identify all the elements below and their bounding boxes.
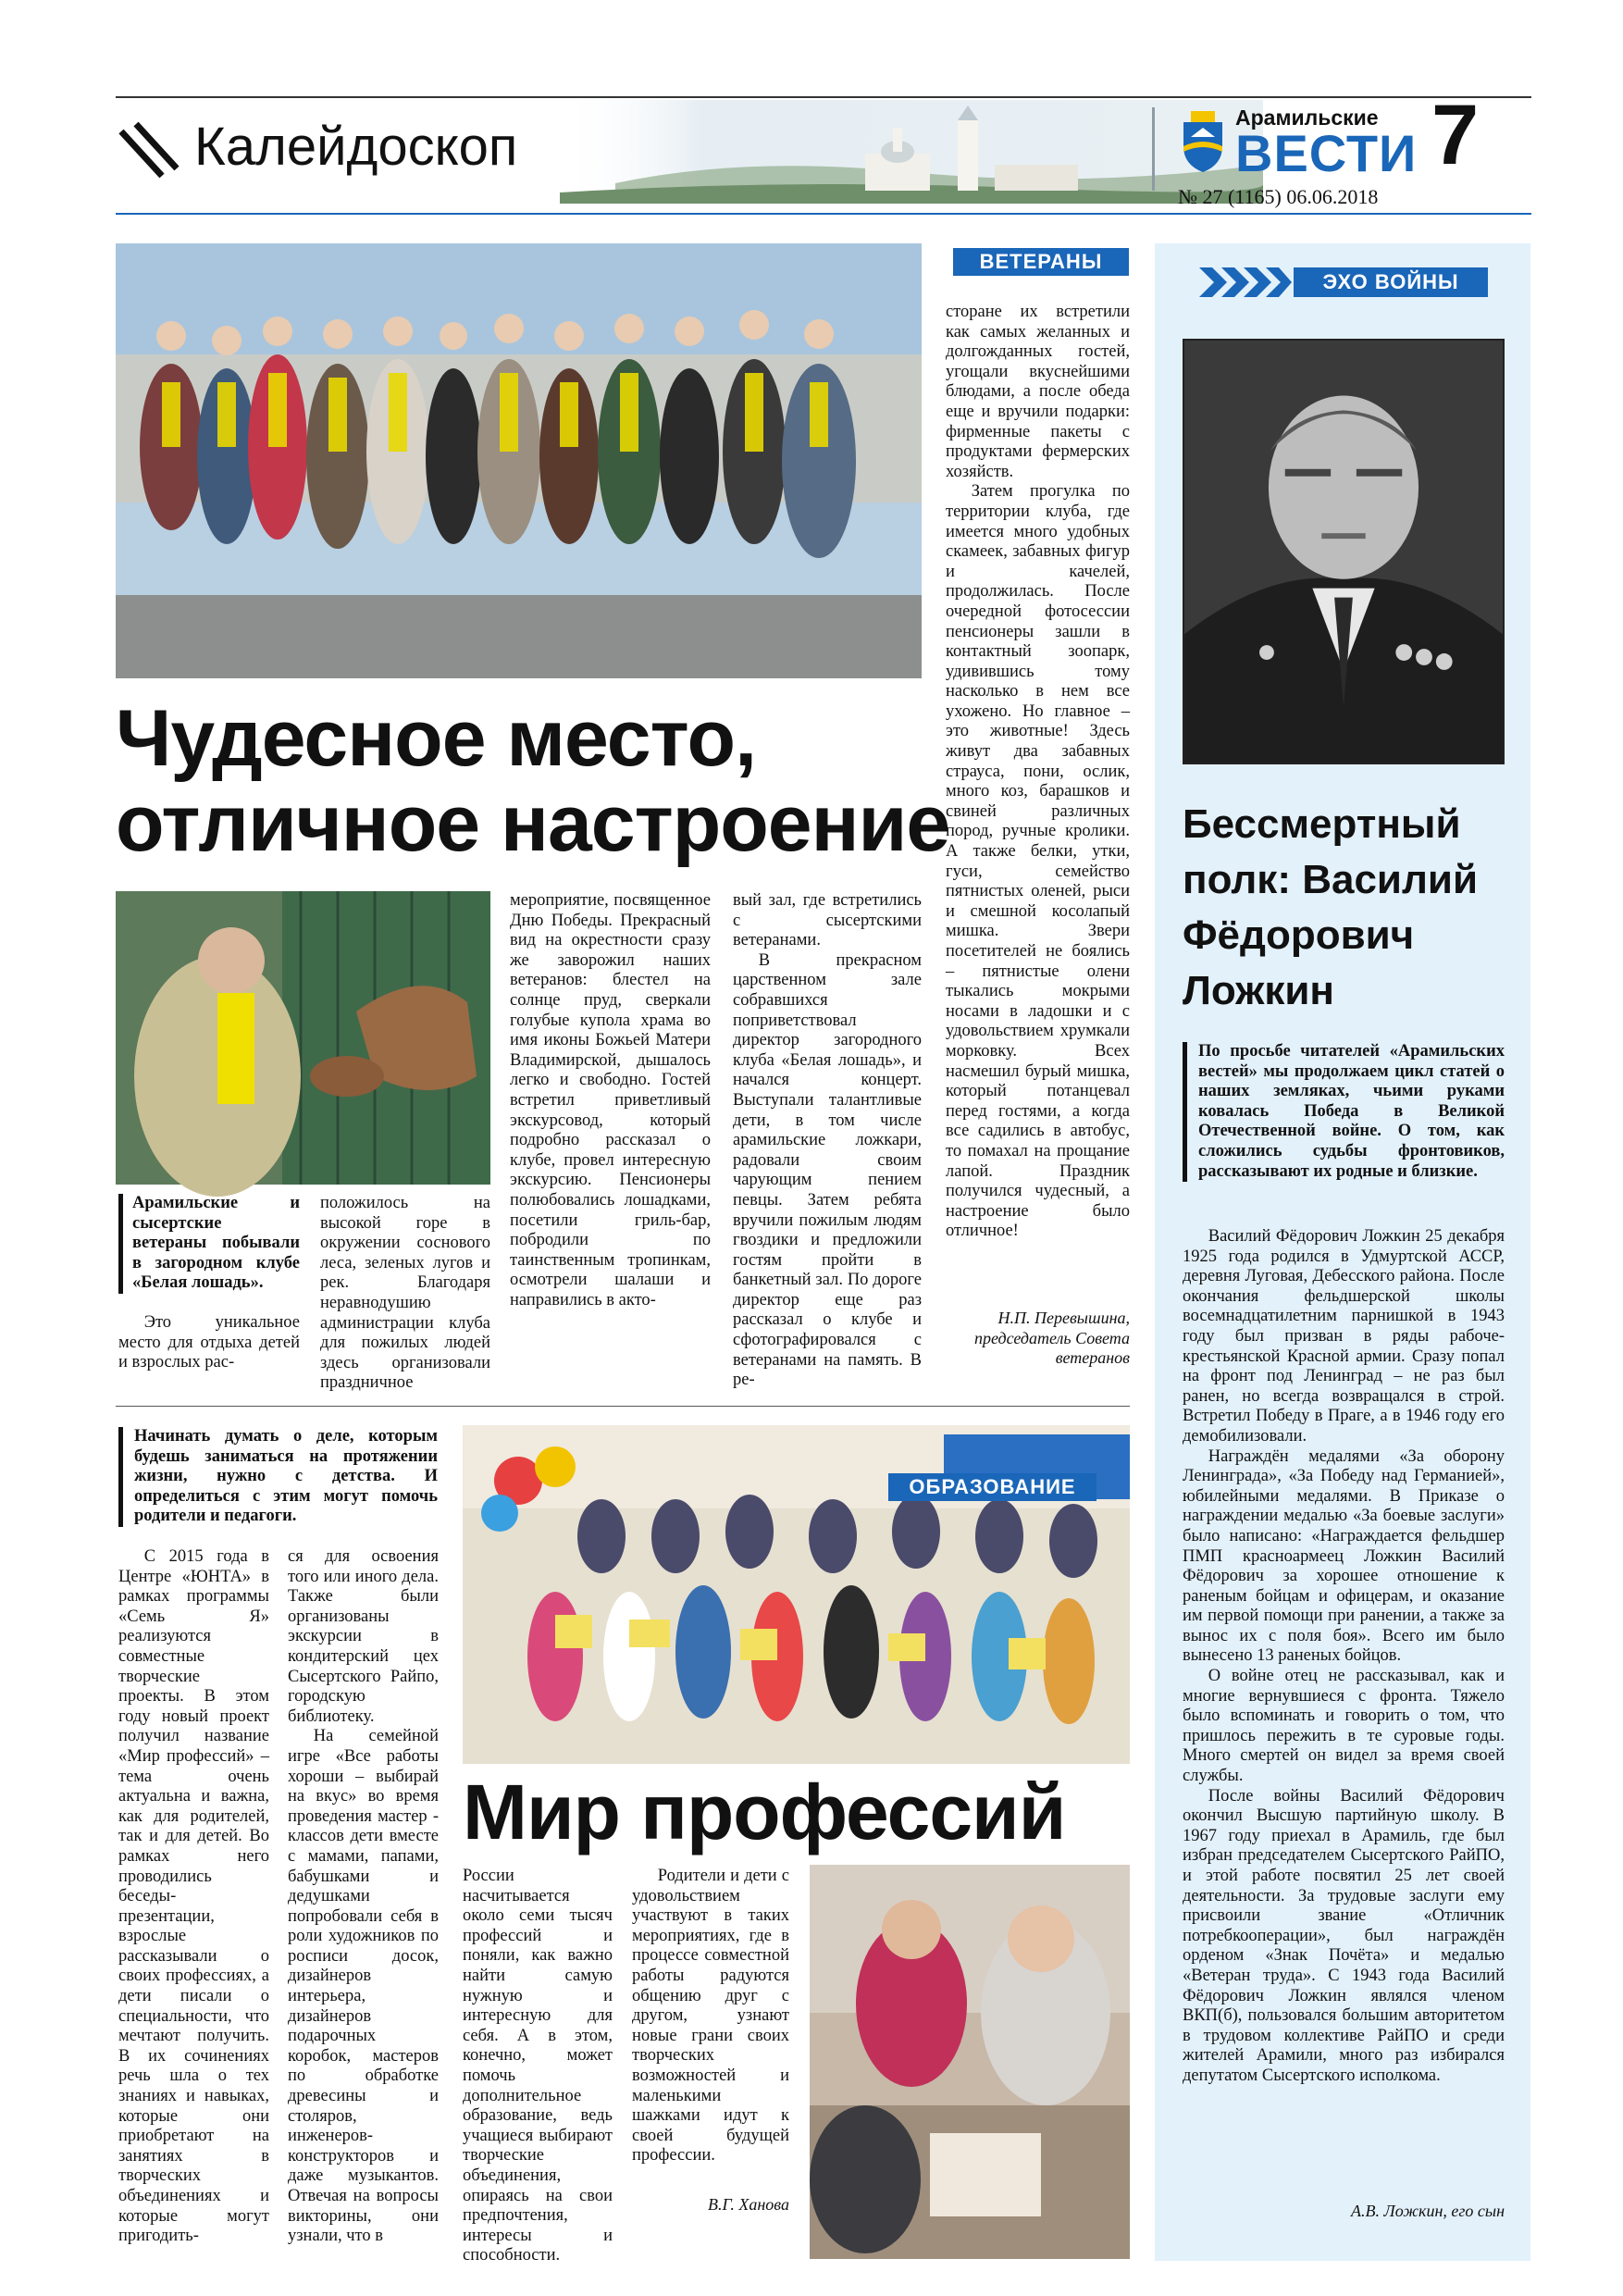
rubric-chevrons-icon <box>1199 267 1292 297</box>
header-bottom-rule <box>116 213 1531 215</box>
veterans-photo-caption: Арамильские и сысертские ветераны побывали в загородном клубе «Белая лошадь». <box>118 1194 300 1294</box>
article1-col5-p1: сторане их встретили как самых желанных и долгожданных гостей, угощали вкуснейшими блюдами, а после обеда еще и вручили подарки: фирменные пакеты с продуктами фермерских хозяйств. <box>946 303 1130 481</box>
article2-lead: Начинать думать о деле, которым будешь заниматься на протяжении жизни, нужно с детства. И определиться с этим могут помочь родители и педагоги. <box>118 1427 438 1527</box>
horizontal-divider <box>116 1406 1130 1407</box>
article3-signature: А.В. Ложкин, его сын <box>1351 2202 1505 2220</box>
article1-col5-p2: Затем прогулка по территории клуба, где имеется много удобных скамеек, забавных фигур и качелей, продолжилась. После очередной фотосессии пенсионеры зашли в контактный зоопарк, удивившись тому насколько в нем все ухожено. Но главное – это животные! Здесь живут два забавных страуса, пони, ослик, много коз, барашков и свиней различных пород, ручные кролики. А также белки, утки, гуси, семейство пятнистых оленей, рыси и смешной косолапый мишка. Звери посетителей не боялись – пятнистые олени тыкались мокрыми носами в ладошки и с удовольствием хрумкали морковку. Всех насмешил бурый мишка, который потанцевал перед гостями, а когда все садились в автобус, то помахал на прощание лапой. Праздник получился чудесный, а настроение было отличное! <box>946 482 1130 1241</box>
article2-col4-text: Родители и дети с удовольствием участвуют в таких мероприятиях, где в процессе совместной работы радуются общению друг с другом, узнают новые грани своих творческих возможностей и маленькими шажками идут к своей будущей профессии. <box>632 1867 789 2166</box>
logo-main-text: ВЕСТИ <box>1235 124 1418 182</box>
article1-signature: Н.П. Перевышина, председатель Совета ветеранов <box>973 1309 1130 1368</box>
header-top-rule <box>116 96 1531 98</box>
rubric-education: ОБРАЗОВАНИЕ <box>888 1473 1096 1501</box>
article1-column-1 <box>118 1313 300 1372</box>
section-title: Калейдоскоп <box>194 117 518 177</box>
article1-column-4 <box>733 891 922 1390</box>
page-header <box>116 88 1531 215</box>
article2-signature: В.Г. Ханова <box>708 2195 789 2214</box>
article2-column-4 <box>632 1867 789 2186</box>
newspaper-logo <box>1178 104 1419 187</box>
article1-col4-p2: В прекрасном царственном зале собравшихся поприветствовал директор загородного клуба «Белая лошадь», и начался концерт. Выступали талантливые дети, в том числе арамильские ложкари, радовали своим чарующим пением певцы. Затем ребята вручили пожилым людям гвоздики и предложили гостям пройти в банкетный зал. По дороге директор еще раз рассказал о клубе и сфотографировался с ветеранами на память. В ре- <box>733 950 922 1390</box>
article3-p2: Награждён медалями «За оборону Ленинграда», «За Победу над Германией», юбилейными медалями. В Приказе о награждении медалью «За боевые заслуги» было написано: «Награждается фельдшер ПМП красноармеец Ложкин Василий Фёдорович за хорошее отношение к раненым бойцам и офицерам, и оказание им первой помощи при ранении, а также за вынос их с поля боя». Всего им было вынесено 13 раненых бойцов. <box>1183 1446 1505 1666</box>
article1-col3-text: мероприятие, посвященное Дню Победы. Прекрасный вид на окрестности сразу же заворожил наших ветеранов: блестел на солнце пруд, сверкали голубые купола храма во имя иконы Божьей Матери Владимирской, дышалось легко и свободно. Гостей встретил приветливый экскурсовод, который подробно рассказал о клубе, провел интересную экскурсию. Пенсионеры полюбовались лошадками, посетили гриль-бар, побродили по таинственным тропинкам, осмотрели шалаши и направились в акто- <box>510 891 711 1309</box>
war-echo-sidebar <box>1155 243 1530 2261</box>
issue-info: № 27 (1165) 06.06.2018 <box>1178 185 1379 208</box>
article2-column-1 <box>118 1547 269 2246</box>
article3-lead: По просьбе читателей «Арамильских вестей» мы продолжаем цикл статей о наших земляках, чьими руками ковалась Победа в Великой Отечественной войне. О том, как сложились судьбы фронтовиков, рассказывают их родные и близкие. <box>1183 1042 1505 1182</box>
article2-col1-text: С 2015 года в Центре «ЮНТА» в рамках программы «Семь Я» реализуются совместные творческие проекты. В этом году новый проект получил название «Мир профессий» – тема очень актуальна и важна, как для родителей, так и для детей. Во рамках него проводились беседы-презентации, взрослые рассказывали о своих профессиях, а дети писали о специальности, что мечтают получить. В их сочинениях речь шла о тех знаниях и навыках, которые они приобретают на занятиях в творческих объединениях и которые могут пригодить- <box>118 1547 269 2246</box>
article1-column-3 <box>510 891 711 1379</box>
article3-p1: Василий Фёдорович Ложкин 25 декабря 1925 года родился в Удмуртской АССР, деревня Луговая, Дебесского района. После окончания фельдшерской школы восемнадцатилетним парнишкой в 1943 году был призван в ряды рабоче-крестьянской Красной армии. Сразу попал на фронт под Ленинград – не раз был ранен, но всегда возвращался в строй. Встретил Победу в Праге, а в 1946 году его демобилизовали. <box>1183 1227 1505 1446</box>
workshop-photo <box>810 1865 1130 2259</box>
article1-headline-line1: Чудесное место, <box>116 694 756 783</box>
veteran-feeding-deer-photo <box>116 891 490 1185</box>
article1-col4-p1: вый зал, где встретились с сысертскими ветеранами. <box>733 891 922 950</box>
article1-col1-text: Это уникальное место для отдыха детей и взрослых рас- <box>118 1313 300 1372</box>
article3-p4: После войны Василий Фёдорович окончил Высшую партийную школу. В 1967 году приехал в Арамиль, где был избран председателем Сысертского РайПО, и этой работе посвятил 25 лет своей деятельности. За трудовые заслуги ему присвоили звание «Отличник потребкооперации», был награждён орденом «Знак Почёта» и медалью «Ветеран труда». С 1943 года Василий Фёдорович Ложкин являлся членом ВКП(б), пользовался большим авторитетом в трудовом коллективе РайПО и среди жителей Арамили, много раз избирался депутатом Сысертского исполкома. <box>1183 1786 1505 2085</box>
article2-headline: Мир профессий <box>463 1769 1066 1855</box>
logo-top-text: Арамильские <box>1235 105 1379 130</box>
rubric-veterans: ВЕТЕРАНЫ <box>953 248 1129 276</box>
page-number: 7 <box>1431 88 1480 182</box>
section-slashes-icon <box>116 115 180 180</box>
article2-column-3 <box>463 1867 613 2265</box>
article2-column-2 <box>288 1547 439 2246</box>
article3-headline: Бессмертный полк: Василий Фёдорович Ложкин <box>1183 801 1479 1013</box>
header-landscape-image <box>560 100 1263 204</box>
article3-p3: О войне отец не рассказывал, как и многие вернувшиеся с фронта. Тяжело было вспоминать и говорить о том, что пришлось пережить в те суровые годы. Много смертей он видел за время своей службы. <box>1183 1667 1505 1786</box>
rubric-war-echo: ЭХО ВОЙНЫ <box>1294 267 1488 297</box>
article1-column-5 <box>946 303 1130 1286</box>
article2-col2-p1: ся для освоения того или иного дела. Также были организованы экскурсии в кондитерский цех Сысертского Райпо, городскую библиотеку. <box>288 1547 439 1726</box>
article2-col3-text: России насчитывается около семи тысяч профессий и поняли, как важно найти самую нужную и интересную для себя. А в этом, конечно, может помочь дополнительное образование, ведь учащиеся выбирают творческие объединения, опираясь на свои предпочтения, интересы и способности. <box>463 1867 613 2265</box>
coat-of-arms-icon <box>1178 109 1228 174</box>
veterans-group-photo <box>116 243 922 678</box>
portrait-photo <box>1183 339 1505 764</box>
article1-column-2 <box>320 1194 490 1393</box>
article2-col2-p2: На семейной игре «Все работы хороши – выбирай на вкус» во время проведения мастер - классов дети вместе с мамами, папами, бабушками и дедушками попробовали себя в роли художников по росписи досок, дизайнеров интерьера, дизайнеров подарочных коробок, мастеров по обработке древесины и столяров, инженеров-конструкторов и даже музыкантов. Отвечая на вопросы викторины, они узнали, что в <box>288 1727 439 2246</box>
article3-body <box>1183 1227 1505 2231</box>
article1-col2-text: положилось на высокой горе в окружении соснового леса, зеленых лугов и рек. Благодаря неравнодушию администрации клуба для пожилых людей здесь организовали праздничное <box>320 1194 490 1393</box>
article1-headline-line2: отличное настроение <box>116 779 950 868</box>
